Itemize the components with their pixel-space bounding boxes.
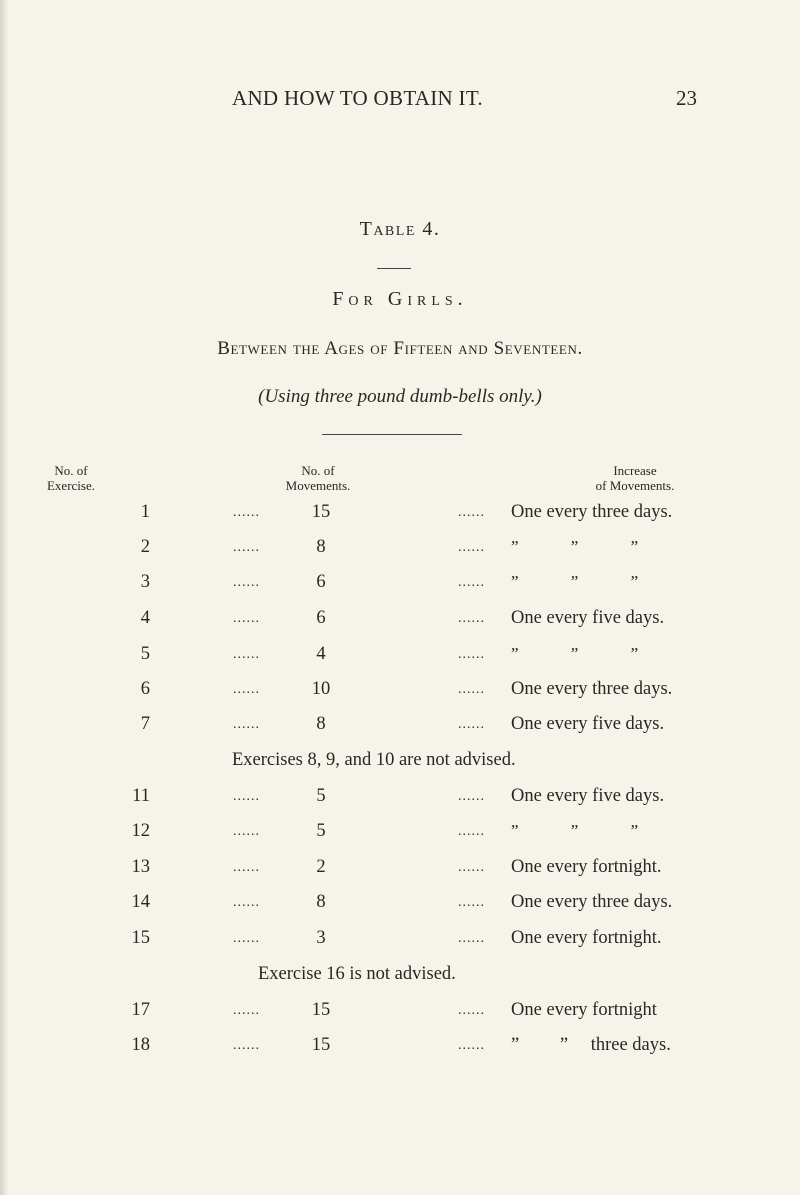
table-row: 13 ...... 2 ...... One every fortnight.: [131, 857, 662, 877]
table-row: 7 ...... 8 ...... One every five days.: [140, 714, 665, 734]
age-range-subtitle: Between the Ages of Fifteen and Seventeen.: [217, 338, 583, 359]
table-row: 14 ...... 8 ...... One every three days.: [131, 892, 673, 912]
section-title: For Girls.: [332, 288, 468, 310]
table-row: 3 ...... 6 ...... ” ” ”: [140, 572, 663, 592]
table-row: 11 ...... 5 ...... One every five days.: [132, 786, 665, 806]
table-row: 5 ...... 4 ...... ” ” ”: [140, 644, 663, 664]
advisory-note: Exercises 8, 9, and 10 are not advised.: [232, 750, 516, 770]
table-row: 18 ...... 15 ...... ” ” three days.: [131, 1035, 671, 1055]
column-header-increase: Increase of Movements.: [595, 463, 675, 493]
table-row: 4 ...... 6 ...... One every five days.: [140, 608, 665, 628]
column-header-exercise: No. of Exercise.: [46, 463, 95, 493]
table-row: 17 ...... 15 ...... One every fortnight: [131, 1000, 657, 1020]
page-number: 23: [676, 86, 697, 110]
table-row: 2 ...... 8 ...... ” ” ”: [140, 537, 663, 557]
short-divider: [377, 268, 411, 269]
table-row: 15 ...... 3 ...... One every fortnight.: [131, 928, 662, 948]
table-title: Table 4.: [359, 218, 441, 240]
long-divider: [322, 434, 462, 435]
table-row: 1 ...... 15 ...... One every three days.: [140, 502, 673, 522]
column-header-movements: No. of Movements.: [285, 463, 351, 493]
table-row: 6 ...... 10 ...... One every three days.: [140, 679, 673, 699]
table-row: 12 ...... 5 ...... ” ” ”: [131, 821, 663, 841]
running-head: AND HOW TO OBTAIN IT.: [232, 86, 483, 110]
increase-ditto-partial: ” ” three days.: [511, 1035, 671, 1055]
advisory-note: Exercise 16 is not advised.: [258, 964, 456, 984]
equipment-note: (Using three pound dumb-bells only.): [258, 386, 542, 407]
